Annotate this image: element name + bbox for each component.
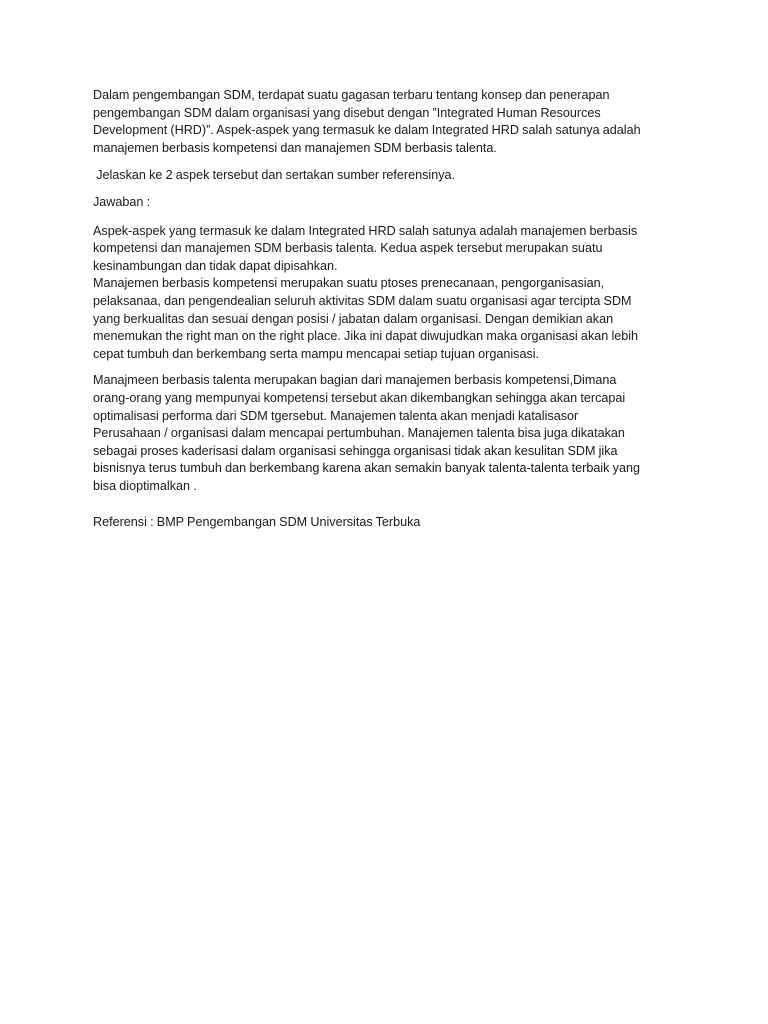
answer-line: cepat tumbuh dan berkembang serta mampu mencapai setiap tujuan organisasi. bbox=[93, 346, 540, 361]
answer-paragraph-2 bbox=[93, 372, 671, 495]
answer-line: yang berkualitas dan sesuai dengan posisi / jabatan dalam organisasi. Dengan demikian akan bbox=[93, 311, 614, 326]
answer-line: menemukan the right man on the right place. Jika ini dapat diwujudkan maka organisasi akan lebih bbox=[93, 329, 639, 344]
answer-line: optimalisasi performa dari SDM tgersebut. Manajemen talenta akan menjadi katalisasor bbox=[93, 408, 579, 423]
question-line: Development (HRD)”. Aspek-aspek yang termasuk ke dalam Integrated HRD salah satunya adalah bbox=[93, 123, 641, 138]
answer-label: Jawaban : bbox=[93, 194, 151, 209]
answer-paragraph-1 bbox=[93, 223, 671, 364]
answer-line: Perusahaan / organisasi dalam mencapai pertumbuhan. Manajemen talenta bisa juga dikatakan bbox=[93, 426, 625, 441]
answer-line: Manajemen berbasis kompetensi merupakan suatu ptoses prenecanaan, pengorganisasian, bbox=[93, 276, 605, 291]
question-line: Dalam pengembangan SDM, terdapat suatu gagasan terbaru tentang konsep dan penerapan bbox=[93, 88, 610, 102]
question-line: pengembangan SDM dalam organisasi yang disebut dengan ”Integrated Human Resources bbox=[93, 105, 601, 120]
answer-line: Aspek-aspek yang termasuk ke dalam Integrated HRD salah satunya adalah manajemen berbasis bbox=[93, 223, 638, 238]
answer-line: Manajmeen berbasis talenta merupakan bagian dari manajemen berbasis kompetensi,Dimana bbox=[93, 373, 617, 388]
question-paragraph bbox=[93, 87, 671, 157]
answer-line: bisa dioptimalkan . bbox=[93, 478, 197, 493]
answer-line: kesinambungan dan tidak dapat dipisahkan. bbox=[93, 258, 338, 273]
reference-text: Referensi : BMP Pengembangan SDM Universitas Terbuka bbox=[93, 515, 421, 530]
answer-line: kompetensi dan manajemen SDM berbasis talenta. Kedua aspek tersebut merupakan suatu bbox=[93, 241, 603, 256]
answer-line: pelaksanaa, dan pengendealian seluruh aktivitas SDM dalam suatu organisasi agar tercipta SDM bbox=[93, 293, 632, 308]
question-line: manajemen berbasis kompetensi dan manajemen SDM berbasis talenta. bbox=[93, 140, 497, 155]
document-body bbox=[93, 87, 671, 532]
instruction-text: Jelaskan ke 2 aspek tersebut dan sertakan sumber referensinya. bbox=[93, 168, 456, 183]
answer-line: sebagai proses kaderisasi dalam organisasi sehingga organisasi tidak akan kesulitan SDM jika bbox=[93, 443, 618, 458]
answer-line: bisnisnya terus tumbuh dan berkembang karena akan semakin banyak talenta-talenta terbaik yang bbox=[93, 461, 640, 476]
answer-line: orang-orang yang mempunyai kompetensi tersebut akan dikembangkan sehingga akan tercapai bbox=[93, 390, 626, 405]
